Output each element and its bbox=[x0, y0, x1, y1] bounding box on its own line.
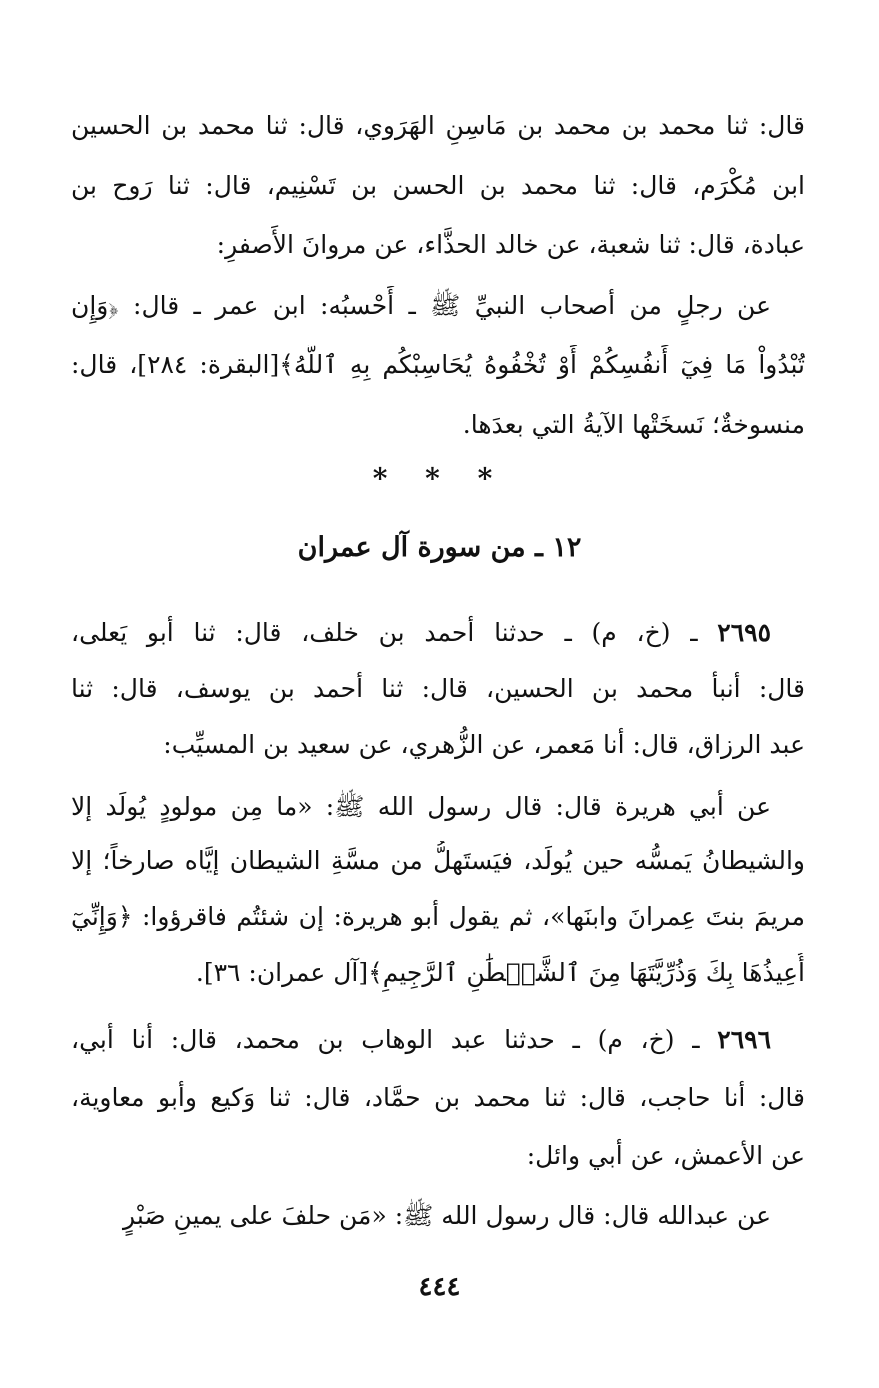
text-line: تُبْدُواْ مَا فِيٓ أَنفُسِكُمْ أَوْ تُخْفُوهُ يُحَاسِبْكُم بِهِ ٱللَّهُ﴾[البقرة: ٢٨٤]، قال: bbox=[71, 350, 805, 379]
text-line: والشيطانُ يَمسُّه حين يُولَد، فيَستَهلُّ من مسَّةِ الشيطان إيَّاه صارخاً؛ إلا bbox=[71, 846, 805, 875]
text-line: مريمَ بنتَ عِمرانَ وابنَها»، ثم يقول أبو هريرة: إن شئتُم فاقرؤوا: ﴿وَإِنِّيٓ bbox=[71, 902, 805, 931]
text-line: عبادة، قال: ثنا شعبة، عن خالد الحذَّاء، عن مروانَ الأَصفرِ: bbox=[216, 230, 805, 259]
hadith-number: ٢٦٩٥ bbox=[717, 618, 771, 647]
page-number: ٤٤٤ bbox=[418, 1272, 461, 1302]
section-heading: ١٢ ـ من سورة آل عمران bbox=[297, 532, 582, 563]
hadith-first-line-text: ـ (خ، م) ـ حدثنا أحمد بن خلف، قال: ثنا أبو يَعلى، bbox=[71, 618, 718, 647]
text-line: ابن مُكْرَم، قال: ثنا محمد بن الحسن بن تَسْنِيم، قال: ثنا رَوح بن bbox=[71, 171, 805, 200]
text-line: عن أبي هريرة قال: قال رسول الله ﷺ: «ما مِن مولودٍ يُولَد إلا bbox=[71, 792, 771, 821]
hadith-first-line-text: ـ (خ، م) ـ حدثنا عبد الوهاب بن محمد، قال: أنا أبي، bbox=[71, 1025, 718, 1054]
text-line: أُعِيذُهَا بِكَ وَذُرِّيَّتَهَا مِنَ ٱلشَّيۡطَٰنِ ٱلرَّجِيمِ﴾[آل عمران: ٣٦]. bbox=[195, 958, 805, 987]
text-line: قال: أنا حاجب، قال: ثنا محمد بن حمَّاد، قال: ثنا وَكيع وأبو معاوية، bbox=[71, 1083, 805, 1112]
text-line: عن عبدالله قال: قال رسول الله ﷺ: «مَن حلفَ على يمينِ صَبْرٍ bbox=[123, 1201, 771, 1230]
text-line: منسوخةٌ؛ نَسخَتْها الآيةُ التي بعدَها. bbox=[462, 410, 805, 439]
text-line: قال: ثنا محمد بن محمد بن مَاسِنِ الهَرَوي، قال: ثنا محمد بن الحسين bbox=[71, 111, 805, 140]
text-line: قال: أنبأ محمد بن الحسين، قال: ثنا أحمد بن يوسف، قال: ثنا bbox=[71, 674, 805, 703]
text-line: عبد الرزاق، قال: أنا مَعمر، عن الزُّهري، عن سعيد بن المسيِّب: bbox=[163, 730, 805, 759]
text-line: عن رجلٍ من أصحاب النبيِّ ﷺ ـ أَحْسبُه: ابن عمر ـ قال: ﴿وَإِن bbox=[71, 291, 771, 320]
hadith-first-line bbox=[71, 613, 805, 655]
hadith-number: ٢٦٩٦ bbox=[717, 1025, 771, 1054]
section-separator: * * * bbox=[372, 462, 507, 495]
hadith-first-line bbox=[71, 1020, 805, 1062]
text-line: عن الأعمش، عن أبي وائل: bbox=[526, 1141, 805, 1170]
